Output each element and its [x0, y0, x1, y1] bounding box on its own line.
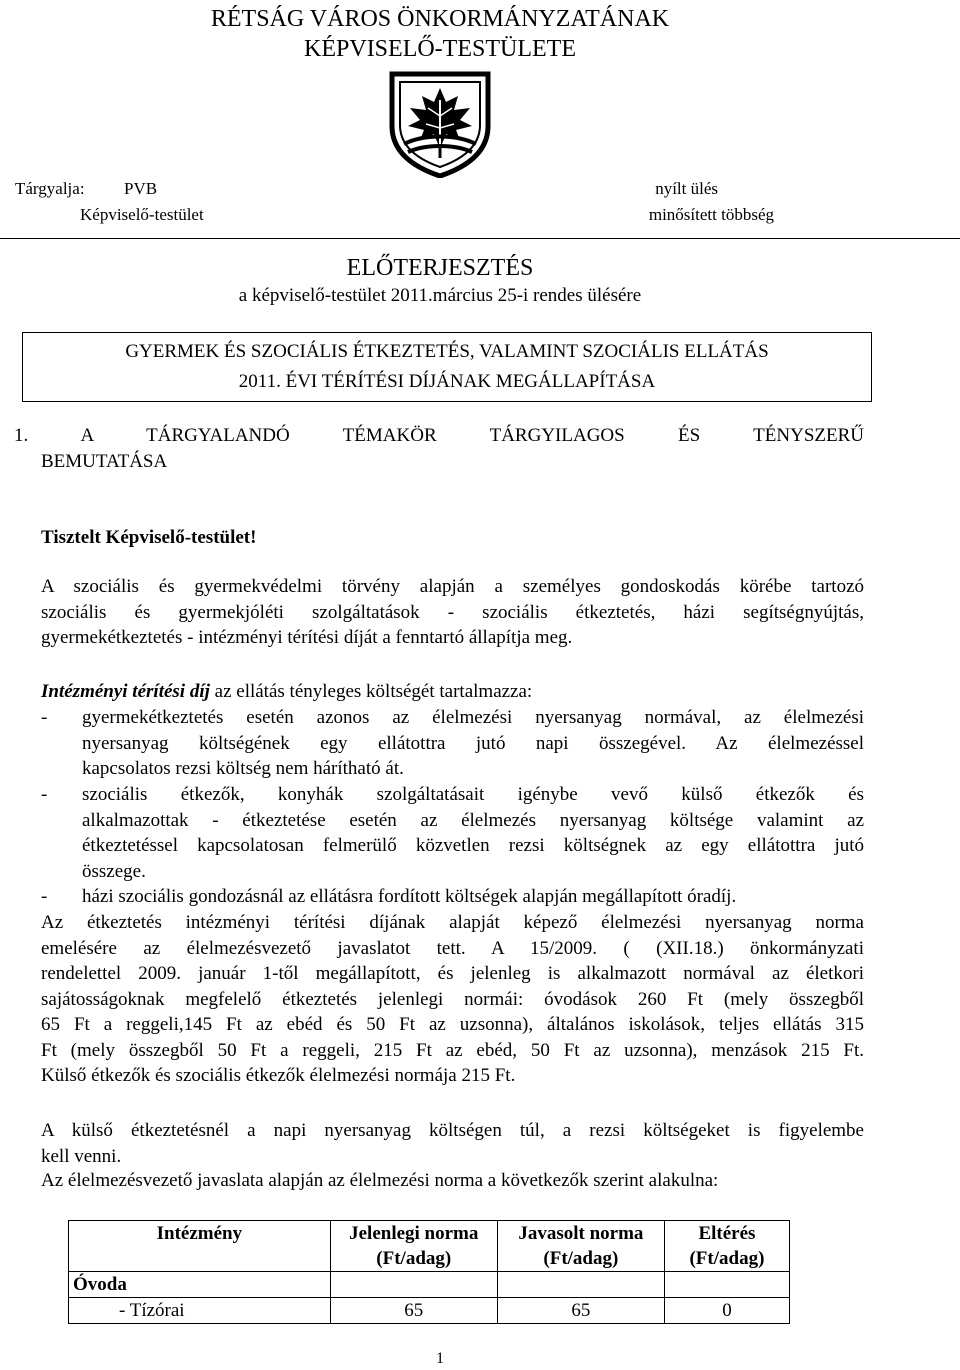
paragraph-line: 65 Ft a reggeli,145 Ft az ebéd és 50 Ft az uzsonna), általános iskolások, teljes ellátás 315 — [41, 1014, 864, 1035]
bullet-line: összege. — [82, 860, 146, 882]
bullet-item-1 — [41, 705, 864, 782]
table-row — [69, 1298, 790, 1324]
table-row — [69, 1272, 790, 1298]
city-crest-icon — [388, 70, 492, 178]
subject-box — [22, 332, 872, 402]
discussed-by-body: Képviselő-testület — [80, 205, 204, 224]
paragraph-line: sajátosságoknak megfelelő étkeztetés jelenlegi normái: óvodások 260 Ft (mely összegből — [41, 988, 864, 1010]
emphasis-text: Intézményi térítési díj — [41, 681, 210, 702]
table-cell — [664, 1272, 789, 1298]
document-title-line1: RÉTSÁG VÁROS ÖNKORMÁNYZATÁNAK — [210, 6, 670, 32]
bullet-item-2 — [41, 782, 864, 884]
greeting: Tisztelt Képviselő-testület! — [41, 527, 257, 548]
paragraph-line: kell venni. — [41, 1145, 122, 1167]
paragraph-2 — [41, 679, 864, 705]
meeting-line: a képviselő-testület 2011.március 25-i rendes ülésére — [238, 285, 642, 306]
discussed-by-label: Tárgyalja: — [15, 179, 85, 198]
section-heading-1: 1. A TÁRGYALANDÓ TÉMAKÖR TÁRGYILAGOS ÉS TÉNYSZERŰ — [14, 425, 864, 446]
document-title-line2: KÉPVISELŐ-TESTÜLETE — [304, 36, 576, 62]
paragraph-1 — [41, 574, 864, 651]
bullet-line: gyermekétkeztetés esetén azonos az élelmezési nyersanyag normával, az élelmezési — [82, 707, 864, 728]
table-cell: 0 — [664, 1298, 789, 1324]
paragraph-line: gyermekétkeztetés - intézményi térítési díját a fenntartó állapítja meg. — [41, 627, 573, 648]
bullet-dash: - — [41, 886, 48, 907]
discussed-by-committee: PVB — [124, 179, 158, 198]
paragraph-line: Az élelmezésvezető javaslata alapján az élelmezési norma a következők szerint alakulna: — [41, 1170, 719, 1191]
paragraph-5 — [41, 1168, 864, 1194]
paragraph-text: az ellátás tényleges költségét tartalmazza: — [209, 681, 533, 702]
table-header-row — [69, 1221, 790, 1272]
page-number: 1 — [436, 1350, 444, 1367]
bullet-dash: - — [41, 784, 48, 805]
session-type: nyílt ülés — [655, 179, 718, 198]
proposal-heading: ELŐTERJESZTÉS — [346, 255, 534, 281]
bullet-line: alkalmazottak - étkeztetése esetén az élelmezés nyersanyag költsége valamint az — [82, 809, 864, 831]
paragraph-3 — [41, 910, 864, 1089]
table-cell: 65 — [497, 1298, 664, 1324]
subject-line2: 2011. ÉVI TÉRÍTÉSI DÍJÁNAK MEGÁLLAPÍTÁSA — [238, 371, 656, 392]
paragraph-4 — [41, 1118, 864, 1169]
bullet-line: kapcsolatos rezsi költség nem hárítható át. — [82, 758, 404, 779]
paragraph-line: rendelettel 2009. január 1-től megállapított, és jelenleg is alkalmazott normával az életkori — [41, 963, 864, 984]
paragraph-line: emelésére az élelmezésvezető javaslatot tett. A 15/2009. ( (XII.18.) önkormányzati — [41, 937, 864, 959]
table-cell — [330, 1272, 497, 1298]
table-group-cell: Óvoda — [69, 1272, 331, 1298]
table-header-cell: Intézmény — [69, 1221, 331, 1272]
paragraph-line: A szociális és gyermekvédelmi törvény alapján a személyes gondoskodás körébe tartozó — [41, 576, 864, 597]
table-cell — [497, 1272, 664, 1298]
bullet-line: nyersanyag költségének egy ellátottra jutó napi összegével. Az élelmezéssel — [82, 732, 864, 754]
table-cell: 65 — [330, 1298, 497, 1324]
paragraph-line: Ft (mely összegből 50 Ft a reggeli, 215 Ft az ebéd, 50 Ft az uzsonna), menzások 215 Ft. — [41, 1039, 864, 1061]
bullet-line: házi szociális gondozásnál az ellátásra fordított költségek alapján megállapított óradíj. — [82, 886, 737, 907]
header-divider — [0, 238, 960, 239]
table-header-cell: Javasolt norma (Ft/adag) — [497, 1221, 664, 1272]
table-header-cell: Eltérés (Ft/adag) — [664, 1221, 789, 1272]
table-cell: - Tízórai — [69, 1298, 331, 1324]
paragraph-line: szociális és gyermekjóléti szolgáltatások - szociális étkeztetés, házi segítségnyújtás, — [41, 601, 864, 623]
subject-line1: GYERMEK ÉS SZOCIÁLIS ÉTKEZTETÉS, VALAMINT SZOCIÁLIS ELLÁTÁS — [125, 341, 769, 362]
majority-type: minősített többség — [648, 205, 774, 224]
paragraph-line: Az étkeztetés intézményi térítési díjának alapját képező élelmezési nyersanyag norma — [41, 912, 864, 933]
bullet-line: étkeztetéssel kapcsolatosan felmerülő közvetlen rezsi költségnek az egy ellátottra jutó — [82, 835, 864, 856]
table-header-cell: Jelenlegi norma (Ft/adag) — [330, 1221, 497, 1272]
norma-table — [68, 1220, 790, 1324]
bullet-dash: - — [41, 707, 48, 728]
section-heading-1-cont: BEMUTATÁSA — [41, 451, 168, 472]
paragraph-line: A külső étkeztetésnél a napi nyersanyag költségen túl, a rezsi költségeket is figyelembe — [41, 1120, 864, 1141]
bullet-item-3 — [41, 884, 864, 910]
paragraph-line — [41, 679, 864, 705]
bullet-line: szociális étkezők, konyhák szolgáltatásait igénybe vevő külső étkezők és — [82, 784, 864, 805]
paragraph-line: Külső étkezők és szociális étkezők élelmezési normája 215 Ft. — [41, 1065, 516, 1086]
